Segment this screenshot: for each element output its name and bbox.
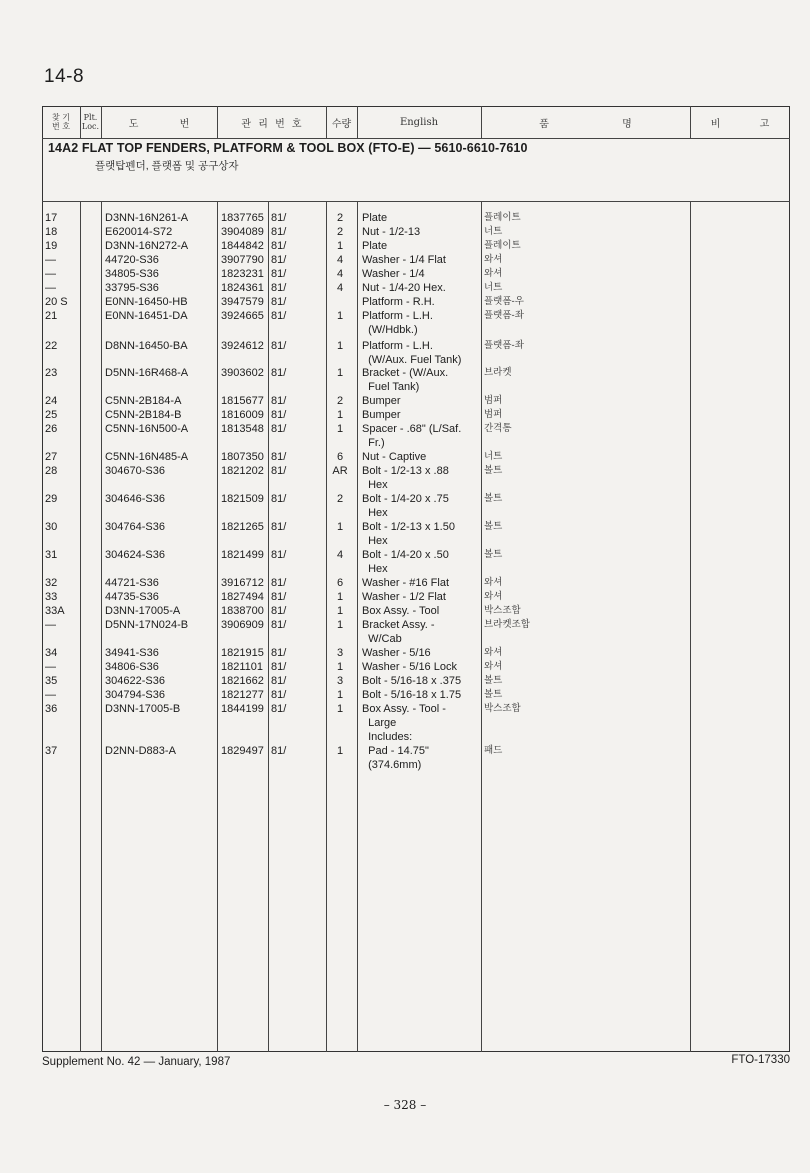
body-col-line-2 [101,201,102,1052]
row-ref-no: 27 [45,451,58,463]
row-english-line: Pad - 14.75" [362,745,429,757]
row-english-line: Bolt - 1/2-13 x .88 [362,465,449,477]
row-qty: 1 [336,340,344,352]
header-remarks [690,106,790,138]
row-english-line: Large [362,717,397,729]
header-ref-no [42,106,80,138]
row-mgmt-no: 3924665 [221,310,264,322]
row-ref-no: 25 [45,409,58,421]
row-qty: 4 [336,268,344,280]
row-qty: 1 [336,661,344,673]
row-qty: 1 [336,423,344,435]
row-ref-no: — [45,661,56,673]
row-korean-name: 와셔 [484,254,503,265]
row-mgmt-no: 1821662 [221,675,264,687]
header-plt-loc-text: Plt. Loc. [81,113,100,131]
row-mgmt-no: 1827494 [221,591,264,603]
row-korean-name: 와셔 [484,591,503,602]
row-part-no: 34805-S36 [105,268,159,280]
row-code: 81/ [271,340,287,352]
row-korean-name: 플랫폼-좌 [484,340,524,351]
row-code: 81/ [271,226,287,238]
row-korean-name: 박스조합 [484,703,521,714]
row-ref-no: — [45,268,56,280]
row-english-line: Nut - 1/2-13 [362,226,421,238]
row-mgmt-no: 1837765 [221,212,264,224]
row-part-no: E620014-S72 [105,226,173,238]
section-title: 14A2 FLAT TOP FENDERS, PLATFORM & TOOL BOX (FTO-E) — 5610-6610-7610 [48,141,528,155]
row-ref-no: 19 [45,240,58,252]
row-korean-name: 패드 [484,745,503,756]
body-col-line-4 [326,201,327,1052]
body-col-line-7 [690,201,691,1052]
row-code: 81/ [271,661,287,673]
header-ref-no-text: 찾 기 번 호 [52,113,70,131]
row-english-line: Box Assy. - Tool [362,605,440,617]
row-code: 81/ [271,212,287,224]
row-ref-no: 24 [45,395,58,407]
row-english-line: Bracket Assy. - [362,619,435,631]
row-english-line: Nut - Captive [362,451,427,463]
row-part-no: 304624-S36 [105,549,165,561]
row-ref-no: — [45,619,56,631]
document-code: FTO-17330 [731,1054,790,1066]
row-korean-name: 볼트 [484,521,503,532]
row-mgmt-no: 1821509 [221,493,264,505]
row-korean-name: 볼트 [484,675,503,686]
row-code: 81/ [271,493,287,505]
row-part-no: C5NN-2B184-B [105,409,182,421]
row-korean-name: 와셔 [484,647,503,658]
header-english-text: English [399,116,439,128]
row-english-line: Hex [362,535,388,547]
row-korean-name: 간격통 [484,423,512,434]
row-qty: 6 [336,577,344,589]
row-english-line: Platform - R.H. [362,296,435,308]
row-qty: 2 [336,493,344,505]
row-part-no: 304622-S36 [105,675,165,687]
page-number: – 328 – [383,1098,427,1112]
row-mgmt-no: 1838700 [221,605,264,617]
row-qty: 2 [336,212,344,224]
section-subtitle: 플랫탑펜더, 플랫폼 및 공구상자 [95,160,239,172]
body-col-line-3b [268,201,269,1052]
row-part-no: 44720-S36 [105,254,159,266]
row-korean-name: 플레이트 [484,212,521,223]
row-korean-name: 너트 [484,282,503,293]
row-ref-no: 18 [45,226,58,238]
row-english-line: Hex [362,507,388,519]
row-english-line: Hex [362,479,388,491]
row-qty: 1 [336,619,344,631]
row-english-line: Washer - #16 Flat [362,577,450,589]
row-english-line: Washer - 5/16 [362,647,431,659]
row-english-line: Hex [362,563,388,575]
row-korean-name: 볼트 [484,689,503,700]
row-english-line: Plate [362,212,388,224]
row-english-line: Bumper [362,409,401,421]
row-korean-name: 플랫폼-우 [484,296,524,307]
row-mgmt-no: 1816009 [221,409,264,421]
row-mgmt-no: 1823231 [221,268,264,280]
row-code: 81/ [271,296,287,308]
row-ref-no: — [45,254,56,266]
row-english-line: Fuel Tank) [362,381,420,393]
row-part-no: 44735-S36 [105,591,159,603]
row-english-line: Bumper [362,395,401,407]
row-mgmt-no: 1821499 [221,549,264,561]
row-mgmt-no: 3947579 [221,296,264,308]
row-code: 81/ [271,521,287,533]
row-mgmt-no: 1821915 [221,647,264,659]
row-korean-name: 너트 [484,451,503,462]
row-code: 81/ [271,619,287,631]
row-ref-no: 17 [45,212,58,224]
header-drawing-no-text: 도 번 [128,118,190,130]
row-ref-no: 30 [45,521,58,533]
header-english [357,106,481,138]
row-english-line: Bolt - 1/4-20 x .50 [362,549,449,561]
row-korean-name: 플레이트 [484,240,521,251]
row-mgmt-no: 1807350 [221,451,264,463]
row-part-no: 33795-S36 [105,282,159,294]
row-qty: 1 [336,745,344,757]
header-korean-name-text: 품 명 [539,118,632,130]
row-code: 81/ [271,675,287,687]
row-mgmt-no: 1844199 [221,703,264,715]
row-qty: 4 [336,549,344,561]
row-english-line: Spacer - .68" (L/Saf. [362,423,462,435]
row-ref-no: 28 [45,465,58,477]
row-ref-no: 22 [45,340,58,352]
row-qty: 2 [336,226,344,238]
row-qty: 1 [336,409,344,421]
row-english-line: Bracket - (W/Aux. [362,367,449,379]
row-part-no: C5NN-2B184-A [105,395,182,407]
row-part-no: 304646-S36 [105,493,165,505]
row-korean-name: 브라켓 [484,367,512,378]
row-ref-no: 32 [45,577,58,589]
row-english-line: Washer - 5/16 Lock [362,661,457,673]
header-plt-loc [80,106,101,138]
row-part-no: C5NN-16N500-A [105,423,189,435]
row-english-line: Bolt - 1/4-20 x .75 [362,493,449,505]
row-part-no: D5NN-16R468-A [105,367,189,379]
row-ref-no: 29 [45,493,58,505]
row-part-no: D5NN-17N024-B [105,619,189,631]
row-ref-no: — [45,689,56,701]
row-qty: 6 [336,451,344,463]
row-ref-no: 34 [45,647,58,659]
row-code: 81/ [271,549,287,561]
row-part-no: D3NN-17005-A [105,605,181,617]
row-english-line: Bolt - 1/2-13 x 1.50 [362,521,455,533]
row-ref-no: 37 [45,745,58,757]
row-part-no: 304794-S36 [105,689,165,701]
row-part-no: E0NN-16451-DA [105,310,188,322]
row-mgmt-no: 1844842 [221,240,264,252]
row-ref-no: 36 [45,703,58,715]
row-qty: 1 [336,367,344,379]
row-mgmt-no: 3916712 [221,577,264,589]
row-part-no: 304764-S36 [105,521,165,533]
row-qty: 1 [336,310,344,322]
header-qty [326,106,357,138]
row-english-line: Washer - 1/2 Flat [362,591,446,603]
row-ref-no: 23 [45,367,58,379]
row-mgmt-no: 1813548 [221,423,264,435]
row-korean-name: 볼트 [484,549,503,560]
body-col-line-6 [481,201,482,1052]
row-part-no: D8NN-16450-BA [105,340,188,352]
page-ref: 14-8 [44,66,85,87]
row-code: 81/ [271,268,287,280]
row-english-line: W/Cab [362,633,402,645]
row-code: 81/ [271,395,287,407]
row-code: 81/ [271,240,287,252]
row-mgmt-no: 1821101 [221,661,264,673]
row-part-no: E0NN-16450-HB [105,296,188,308]
body-col-line-5 [357,201,358,1052]
header-korean-name [481,106,690,138]
row-code: 81/ [271,689,287,701]
row-code: 81/ [271,409,287,421]
row-code: 81/ [271,703,287,715]
row-mgmt-no: 3924612 [221,340,264,352]
row-ref-no: 21 [45,310,58,322]
row-qty: 1 [336,605,344,617]
row-ref-no: 20 S [45,296,68,308]
row-korean-name: 볼트 [484,465,503,476]
row-code: 81/ [271,451,287,463]
row-mgmt-no: 3904089 [221,226,264,238]
row-english-line: Platform - L.H. [362,310,433,322]
row-code: 81/ [271,254,287,266]
row-mgmt-no: 3903602 [221,367,264,379]
row-korean-name: 너트 [484,226,503,237]
body-col-line-1 [80,201,81,1052]
row-korean-name: 플랫폼-좌 [484,310,524,321]
header-qty-text: 수량 [331,118,352,130]
row-code: 81/ [271,745,287,757]
row-english-line: Box Assy. - Tool - [362,703,446,715]
row-mgmt-no: 1829497 [221,745,264,757]
header-mgmt-no [217,106,326,138]
row-qty: 1 [336,521,344,533]
section-divider [42,201,790,202]
row-english-line: Bolt - 5/16-18 x .375 [362,675,462,687]
row-part-no: D3NN-16N261-A [105,212,189,224]
body-col-line-3 [217,201,218,1052]
supplement-note: Supplement No. 42 — January, 1987 [42,1056,231,1068]
row-mgmt-no: 1821202 [221,465,264,477]
row-qty: 2 [336,395,344,407]
row-mgmt-no: 3906909 [221,619,264,631]
row-english-line: Platform - L.H. [362,340,433,352]
row-mgmt-no: 1815677 [221,395,264,407]
row-qty: 4 [336,254,344,266]
header-mgmt-no-text: 관 리 번 호 [241,118,302,130]
header-remarks-text: 비 고 [710,118,770,130]
row-qty: 1 [336,240,344,252]
header-drawing-no [101,106,217,138]
row-ref-no: 31 [45,549,58,561]
row-qty: 3 [336,675,344,687]
row-english-line: (W/Hdbk.) [362,324,418,336]
row-ref-no: 33A [45,605,65,617]
row-english-line: Nut - 1/4-20 Hex. [362,282,446,294]
header-divider [42,138,790,139]
row-korean-name: 와셔 [484,577,503,588]
row-korean-name: 볼트 [484,493,503,504]
row-ref-no: — [45,282,56,294]
row-code: 81/ [271,591,287,603]
row-english-line: Bolt - 5/16-18 x 1.75 [362,689,462,701]
row-korean-name: 범퍼 [484,395,503,406]
row-part-no: 304670-S36 [105,465,165,477]
row-mgmt-no: 3907790 [221,254,264,266]
row-english-line: Plate [362,240,388,252]
row-code: 81/ [271,605,287,617]
row-qty: 4 [336,282,344,294]
row-korean-name: 와셔 [484,661,503,672]
row-korean-name: 박스조합 [484,605,521,616]
row-english-line: (W/Aux. Fuel Tank) [362,354,462,366]
row-part-no: 34806-S36 [105,661,159,673]
row-korean-name: 범퍼 [484,409,503,420]
row-qty: 1 [336,591,344,603]
row-korean-name: 브라켓조합 [484,619,530,630]
row-qty: 1 [336,703,344,715]
row-english-line: Includes: [362,731,413,743]
row-part-no: 44721-S36 [105,577,159,589]
row-code: 81/ [271,577,287,589]
row-english-line: Fr.) [362,437,385,449]
row-part-no: D3NN-16N272-A [105,240,189,252]
row-code: 81/ [271,282,287,294]
row-mgmt-no: 1821277 [221,689,264,701]
row-qty: 3 [336,647,344,659]
row-part-no: D3NN-17005-B [105,703,181,715]
row-mgmt-no: 1821265 [221,521,264,533]
row-code: 81/ [271,367,287,379]
row-code: 81/ [271,310,287,322]
row-ref-no: 35 [45,675,58,687]
row-part-no: D2NN-D883-A [105,745,176,757]
row-english-line: Washer - 1/4 Flat [362,254,446,266]
row-code: 81/ [271,465,287,477]
row-ref-no: 33 [45,591,58,603]
row-mgmt-no: 1824361 [221,282,264,294]
row-part-no: C5NN-16N485-A [105,451,189,463]
row-ref-no: 26 [45,423,58,435]
row-code: 81/ [271,647,287,659]
row-code: 81/ [271,423,287,435]
row-english-line: Washer - 1/4 [362,268,425,280]
row-korean-name: 와셔 [484,268,503,279]
row-part-no: 34941-S36 [105,647,159,659]
row-english-line: (374.6mm) [362,759,422,771]
row-qty: AR [332,465,348,477]
row-qty: 1 [336,689,344,701]
